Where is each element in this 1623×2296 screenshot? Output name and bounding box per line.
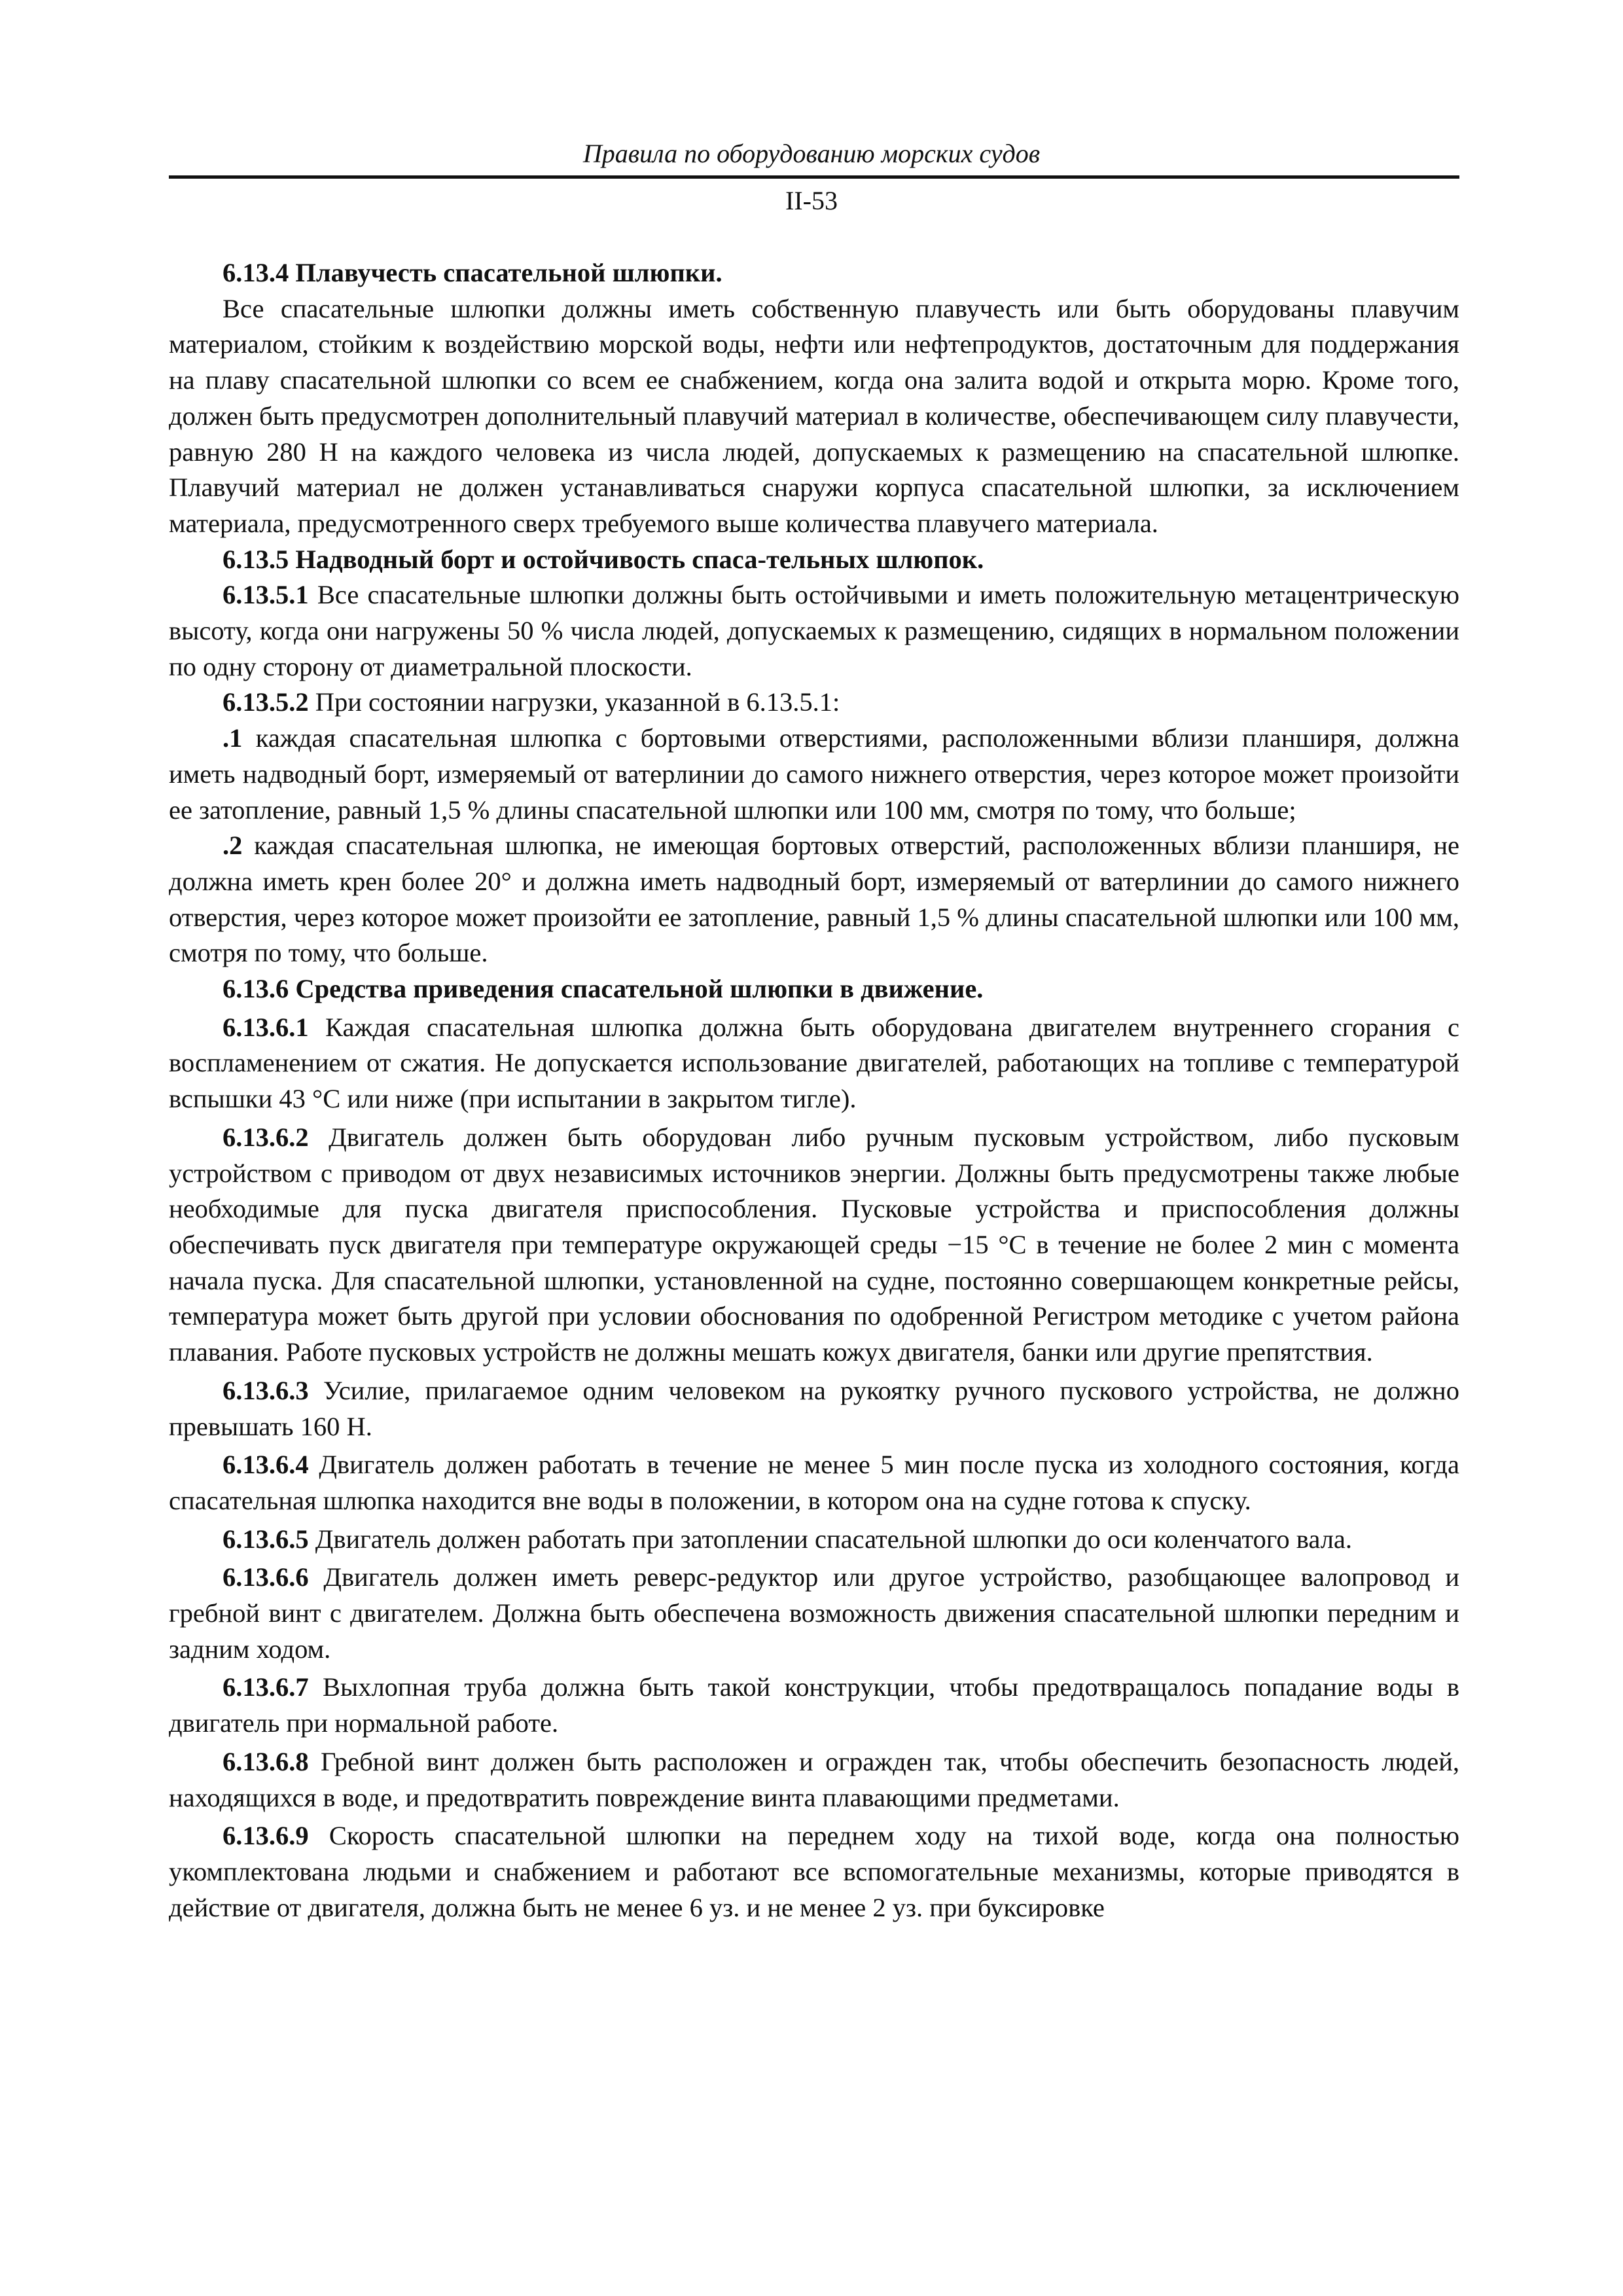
paragraph-6-13-6-3 [169, 1373, 1459, 1444]
section-number: 6.13.5 Надводный борт и остойчивость спаса-тельных шлюпок. [223, 544, 984, 574]
heading-6-13-6 [169, 971, 1459, 1007]
heading-6-13-4 [169, 255, 1459, 291]
paragraph-6-13-6-5 [169, 1522, 1459, 1558]
heading-6-13-5 [169, 542, 1459, 578]
section-number: 6.13.6 Средства приведения спасательной шлюпки в движение. [223, 974, 984, 1004]
document-body [169, 255, 1459, 1926]
section-number: 6.13.4 Плавучесть спасательной шлюпки. [223, 258, 722, 287]
list-item-2 [169, 828, 1459, 971]
paragraph-6-13-6-4 [169, 1447, 1459, 1518]
paragraph-6-13-6-1 [169, 1010, 1459, 1117]
paragraph [169, 291, 1459, 542]
clause-number: 6.13.6.6 [223, 1562, 309, 1592]
paragraph-6-13-5-1 [169, 577, 1459, 685]
clause-number: 6.13.6.9 [223, 1821, 309, 1851]
paragraph-text: Двигатель должен работать при затоплении спасательной шлюпки до оси коленчатого вала. [308, 1524, 1353, 1554]
paragraph-6-13-6-9 [169, 1818, 1459, 1926]
clause-number: 6.13.6.1 [223, 1012, 309, 1042]
clause-number: 6.13.6.5 [223, 1524, 309, 1554]
clause-number: 6.13.5.1 [223, 580, 309, 610]
paragraph-text: Двигатель должен быть оборудован либо ручным пусковым устройством, либо пусковым устройством с приводом от двух независимых источников энергии. Должны быть предусмотрены также любые необходимые для пуска двигателя приспособления. Пусковые устройства и приспособления должны обеспечивать пуск двигателя при температуре окружающей среды −15 °С в течение не более 2 мин с момента начала пуска. Для спасательной шлюпки, установленной на судне, постоянно совершающем конкретные рейсы, температура может быть другой при условии обоснования по одобренной Регистром методике с учетом района плавания. Работе пусковых устройств не должны мешать кожух двигателя, банки или другие препятствия. [169, 1122, 1459, 1367]
paragraph-6-13-6-6 [169, 1560, 1459, 1667]
list-item-1 [169, 721, 1459, 828]
paragraph-6-13-5-2 [169, 685, 1459, 721]
paragraph-6-13-6-7 [169, 1670, 1459, 1741]
paragraph-text: каждая спасательная шлюпка с бортовыми отверстиями, расположенными вблизи планширя, должна иметь надводный борт, измеряемый от ватерлинии до самого нижнего отверстия, через которое может произойти ее затопление, равный 1,5 % длины спасательной шлюпки или 100 мм, смотря по тому, что больше; [169, 723, 1459, 825]
paragraph-6-13-6-2 [169, 1120, 1459, 1371]
list-marker: .2 [223, 831, 243, 861]
paragraph-text: Двигатель должен работать в течение не менее 5 мин после пуска из холодного состояния, когда спасательная шлюпка находится вне воды в положении, в котором она на судне готова к спуску. [169, 1450, 1459, 1515]
clause-number: 6.13.6.4 [223, 1450, 309, 1480]
clause-number: 6.13.5.2 [223, 687, 309, 717]
paragraph-text: Каждая спасательная шлюпка должна быть оборудована двигателем внутреннего сгорания с воспламенением от сжатия. Не допускается использование двигателей, работающих на топливе с температурой вспышки 43 °С или ниже (при испытании в закрытом тигле). [169, 1012, 1459, 1114]
clause-number: 6.13.6.3 [223, 1375, 309, 1405]
paragraph-text: Усилие, прилагаемое одним человеком на рукоятку ручного пускового устройства, не должно превышать 160 Н. [169, 1375, 1459, 1441]
clause-number: 6.13.6.2 [223, 1122, 309, 1152]
header-rule [169, 175, 1459, 179]
page-number: II-53 [785, 186, 838, 215]
clause-number: 6.13.6.8 [223, 1746, 309, 1776]
paragraph-text: Все спасательные шлюпки должны иметь собственную плавучесть или быть оборудованы плавучим материалом, стойким к воздействию морской воды, нефти или нефтепродуктов, достаточным для поддержания на плаву спасательной шлюпки со всем ее снабжением, когда она залита водой и открыта морю. Кроме того, должен быть предусмотрен дополнительный плавучий материал в количестве, обеспечивающем силу плавучести, равную 280 Н на каждого человека из числа людей, допускаемых к размещению на спасательной шлюпке. Плавучий материал не должен устанавливаться снаружи корпуса спасательной шлюпки, за исключением материала, предусмотренного сверх требуемого выше количества плавучего материала. [169, 293, 1459, 538]
paragraph-text: Все спасательные шлюпки должны быть остойчивыми и иметь положительную метацентрическую высоту, когда они нагружены 50 % числа людей, допускаемых к размещению, сидящих в нормальном положении по одну сторону от диаметральной плоскости. [169, 580, 1459, 681]
paragraph-text: Скорость спасательной шлюпки на переднем ходу на тихой воде, когда она полностью укомплектована людьми и снабжением и работают все вспомогательные механизмы, которые приводятся в действие от двигателя, должна быть не менее 6 уз. и не менее 2 уз. при буксировке [169, 1821, 1459, 1922]
clause-number: 6.13.6.7 [223, 1672, 309, 1702]
running-header-title: Правила по оборудованию морских судов [582, 139, 1041, 168]
paragraph-text: При состоянии нагрузки, указанной в 6.13.5.1: [308, 687, 840, 717]
list-marker: .1 [223, 723, 243, 753]
paragraph-text: Гребной винт должен быть расположен и огражден так, чтобы обеспечить безопасность людей, находящихся в воде, и предотвратить повреждение винта плавающими предметами. [169, 1746, 1459, 1812]
paragraph-text: Двигатель должен иметь реверс-редуктор или другое устройство, разобщающее валопровод и гребной винт с двигателем. Должна быть обеспечена возможность движения спасательной шлюпки передним и задним ходом. [169, 1562, 1459, 1664]
paragraph-6-13-6-8 [169, 1744, 1459, 1816]
paragraph-text: каждая спасательная шлюпка, не имеющая бортовых отверстий, расположенных вблизи планширя, не должна иметь крен более 20° и должна иметь надводный борт, измеряемый от ватерлинии до самого нижнего отверстия, через которое может произойти ее затопление, равный 1,5 % длины спасательной шлюпки или 100 мм, смотря по тому, что больше. [169, 831, 1459, 968]
paragraph-text: Выхлопная труба должна быть такой конструкции, чтобы предотвращалось попадание воды в двигатель при нормальной работе. [169, 1672, 1459, 1738]
